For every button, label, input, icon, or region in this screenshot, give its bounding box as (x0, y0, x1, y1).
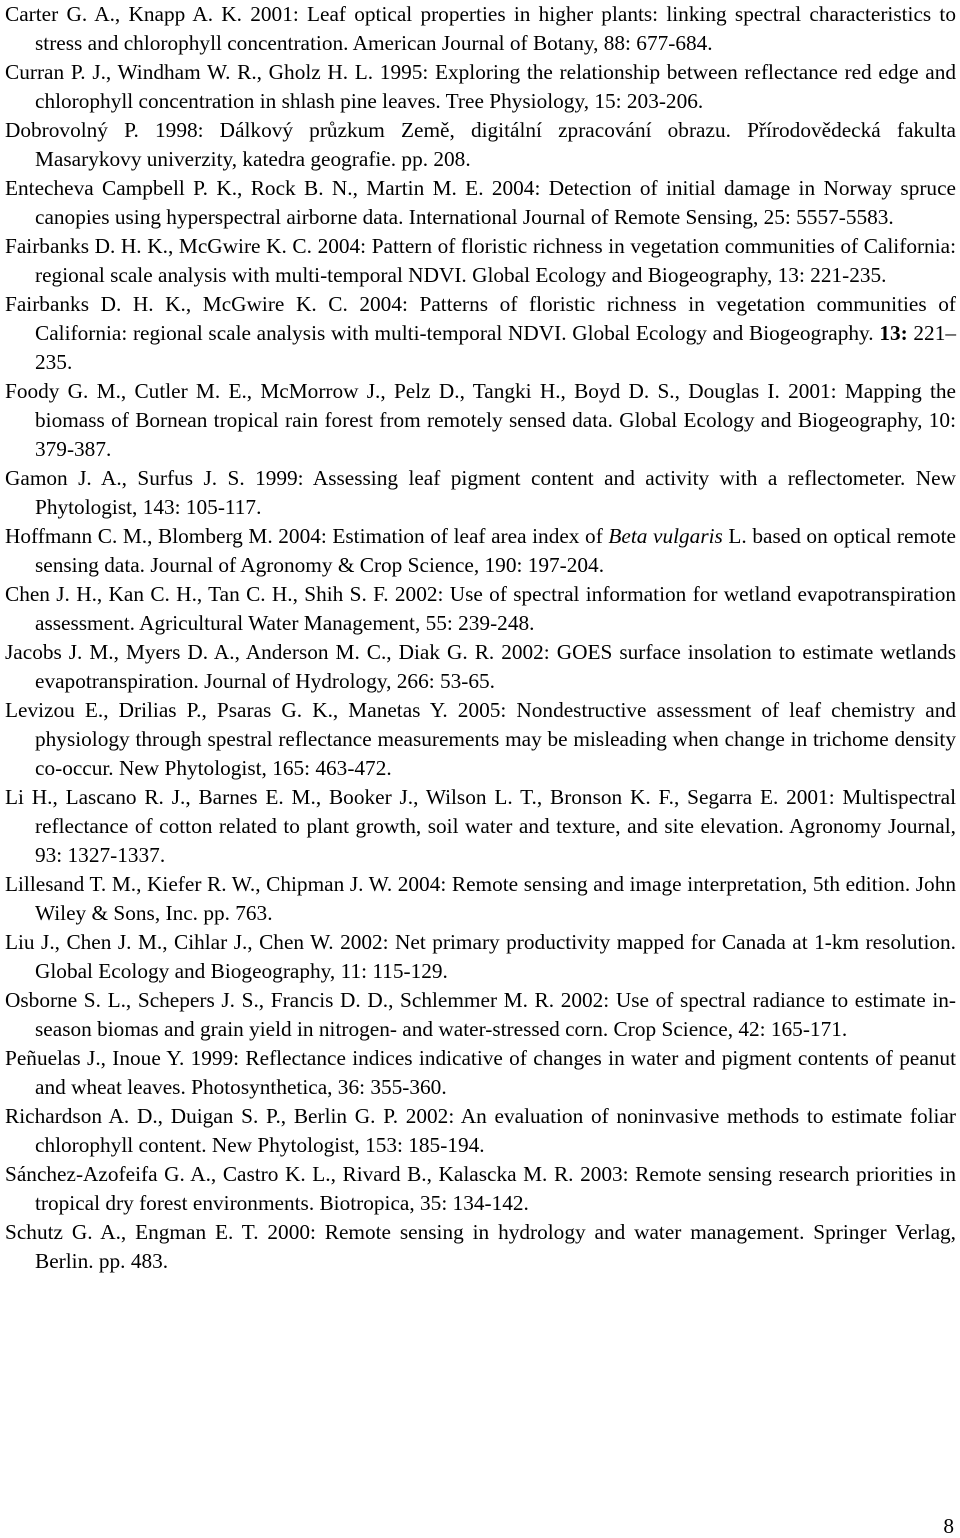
reference-penuelas-1999: Peñuelas J., Inoue Y. 1999: Reflectance indices indicative of changes in water and pigment contents of peanut and wheat leaves. Photosynthetica, 36: 355-360. (5, 1046, 956, 1099)
reference-sanchez-azofeifa-2003: Sánchez-Azofeifa G. A., Castro K. L., Rivard B., Kalascka M. R. 2003: Remote sensing research priorities in tropical dry forest environments. Biotropica, 35: 134-142. (5, 1162, 956, 1215)
reference-liu-2002: Liu J., Chen J. M., Cihlar J., Chen W. 2002: Net primary productivity mapped for Canada at 1-km resolution. Global Ecology and Biogeography, 11: 115-129. (5, 930, 956, 983)
reference-jacobs-2002: Jacobs J. M., Myers D. A., Anderson M. C., Diak G. R. 2002: GOES surface insolation to estimate wetlands evapotranspiration. Journal of Hydrology, 266: 53-65. (5, 640, 956, 693)
reference-curran-1995: Curran P. J., Windham W. R., Gholz H. L. 1995: Exploring the relationship between reflectance red edge and chlorophyll concentration in shlash pine leaves. Tree Physiology, 15: 203-206. (5, 60, 956, 113)
reference-dobrovolny-1998: Dobrovolný P. 1998: Dálkový průzkum Země, digitální zpracování obrazu. Přírodovědecká fakulta Masarykovy univerzity, katedra geografie. pp. 208. (5, 118, 956, 171)
reference-levizou-2005: Levizou E., Drilias P., Psaras G. K., Manetas Y. 2005: Nondestructive assessment of leaf chemistry and physiology through spestral reflectance measurements may be misleading when change in trichome density co-occur. New Phytologist, 165: 463-472. (5, 698, 956, 780)
reference-entecheva-2004: Entecheva Campbell P. K., Rock B. N., Martin M. E. 2004: Detection of initial damage in Norway spruce canopies using hyperspectral airborne data. International Journal of Remote Sensing, 25: 5557-5583. (5, 176, 956, 229)
reference-fairbanks-2004-a: Fairbanks D. H. K., McGwire K. C. 2004: Pattern of floristic richness in vegetation communities of California: regional scale analysis with multi-temporal NDVI. Global Ecology and Biogeography, 13: 221-235. (5, 234, 956, 287)
reference-osborne-2002: Osborne S. L., Schepers J. S., Francis D. D., Schlemmer M. R. 2002: Use of spectral radiance to estimate in-season biomas and grain yield in nitrogen- and water-stressed corn. Crop Science, 42: 165-171. (5, 988, 956, 1041)
reference-volume-bold: 13: (879, 321, 908, 345)
reference-text: L. based on optical remote sensing data. Journal of Agronomy & Crop Science, 190: 197-204. (35, 524, 956, 577)
reference-foody-2001: Foody G. M., Cutler M. E., McMorrow J., Pelz D., Tangki H., Boyd D. S., Douglas I. 2001: Mapping the biomass of Bornean tropical rain forest from remotely sensed data. Global Ecology and Biogeography, 10: 379-387. (5, 379, 956, 461)
reference-species-italic: Beta vulgaris (608, 524, 723, 548)
reference-gamon-1999: Gamon J. A., Surfus J. S. 1999: Assessing leaf pigment content and activity with a reflectometer. New Phytologist, 143: 105-117. (5, 466, 956, 519)
reference-chen-2002: Chen J. H., Kan C. H., Tan C. H., Shih S. F. 2002: Use of spectral information for wetland evapotranspiration assessment. Agricultural Water Management, 55: 239-248. (5, 582, 956, 635)
reference-list (5, 0, 956, 1276)
reference-hoffmann-2004 (5, 522, 956, 580)
reference-schutz-2000: Schutz G. A., Engman E. T. 2000: Remote sensing in hydrology and water management. Springer Verlag, Berlin. pp. 483. (5, 1220, 956, 1273)
reference-text: Fairbanks D. H. K., McGwire K. C. 2004: Patterns of floristic richness in vegetation communities of California: regional scale analysis with multi-temporal NDVI. Global Ecology and Biogeography. (5, 292, 956, 345)
reference-richardson-2002: Richardson A. D., Duigan S. P., Berlin G. P. 2002: An evaluation of noninvasive methods to estimate foliar chlorophyll content. New Phytologist, 153: 185-194. (5, 1104, 956, 1157)
reference-text: 221–235. (35, 321, 956, 374)
reference-li-2001: Li H., Lascano R. J., Barnes E. M., Booker J., Wilson L. T., Bronson K. F., Segarra E. 2001: Multispectral reflectance of cotton related to plant growth, soil water and texture, and site elevation. Agronomy Journal, 93: 1327-1337. (5, 785, 956, 867)
page-number: 8 (943, 1514, 954, 1538)
reference-text: Hoffmann C. M., Blomberg M. 2004: Estimation of leaf area index of (5, 524, 609, 548)
reference-carter-2001: Carter G. A., Knapp A. K. 2001: Leaf optical properties in higher plants: linking spectral characteristics to stress and chlorophyll concentration. American Journal of Botany, 88: 677-684. (5, 2, 956, 55)
reference-fairbanks-2004-b (5, 290, 956, 377)
reference-lillesand-2004: Lillesand T. M., Kiefer R. W., Chipman J. W. 2004: Remote sensing and image interpretation, 5th edition. John Wiley & Sons, Inc. pp. 763. (5, 872, 956, 925)
